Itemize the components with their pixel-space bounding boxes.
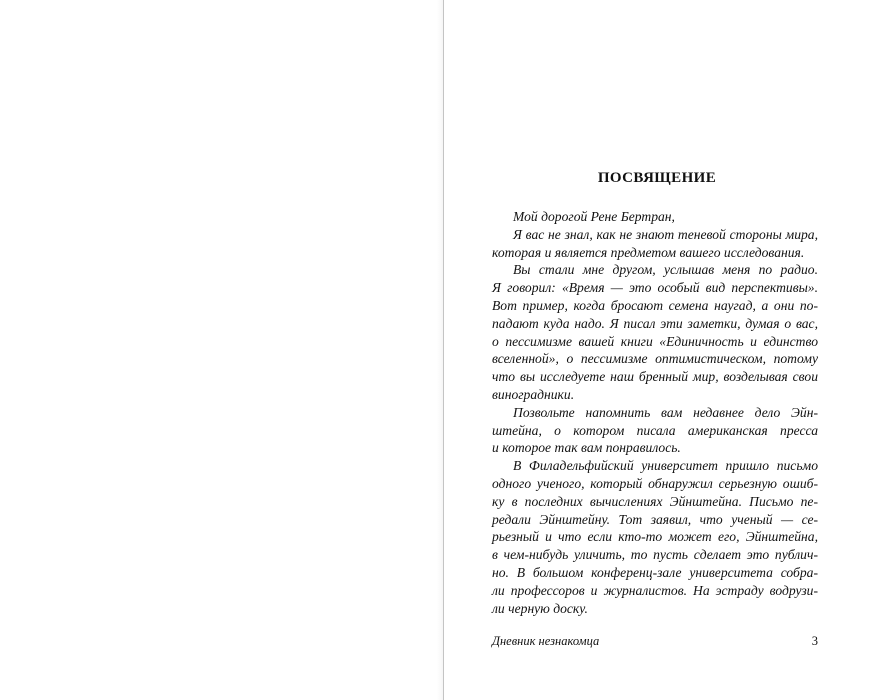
text-line: штейна, о котором писала американская пресса xyxy=(492,422,818,438)
right-page xyxy=(444,0,886,700)
text-line: и которое так вам понравилось. xyxy=(492,440,681,456)
text-line: виноградники. xyxy=(492,386,575,402)
text-line: редали Эйнштейну. Тот заявил, что ученый — се- xyxy=(492,511,818,527)
text-line: в чем-нибудь уличить, то пусть сделает это публич- xyxy=(492,547,818,563)
text-line: ли профессоров и журналистов. На эстраду водрузи- xyxy=(492,582,818,598)
text-line: о пессимизме вашей книги «Единичность и единство xyxy=(492,333,818,349)
text-line: ку в последних вычислениях Эйнштейна. Письмо пе- xyxy=(492,493,818,509)
text-line: рьезный и что если кто-то может его, Эйнштейна, xyxy=(492,529,818,545)
text-line: Я говорил: «Время — это особый вид перспективы». xyxy=(492,280,818,296)
text-line: вселенной», о пессимизме оптимистическом, потому xyxy=(492,351,818,367)
dedication-text xyxy=(492,208,818,617)
text-line: Мой дорогой Рене Бертран, xyxy=(513,209,675,224)
text-line: В Филадельфийский университет пришло письмо xyxy=(513,458,818,474)
text-line: которая и является предметом вашего исследования. xyxy=(492,244,805,260)
page-number: 3 xyxy=(811,634,818,648)
text-line: что вы исследуете наш бренный мир, возделывая свои xyxy=(492,369,818,385)
page-title: ПОСВЯЩЕНИЕ xyxy=(597,170,717,186)
text-line: одного ученого, который обнаружил серьезную ошиб- xyxy=(492,475,818,491)
text-line: Я вас не знал, как не знают теневой стороны мира, xyxy=(513,226,818,242)
text-line: падают куда надо. Я писал эти заметки, думая о вас, xyxy=(492,315,818,331)
text-line: Вы стали мне другом, услышав меня по радио. xyxy=(513,262,818,278)
text-line: ли черную доску. xyxy=(492,600,588,616)
text-line: Позвольте напомнить вам недавнее дело Эйн- xyxy=(513,404,818,420)
text-line: но. В большом конференц-зале университета собра- xyxy=(492,564,818,580)
running-footer: Дневник незнакомца xyxy=(492,634,600,648)
text-line: Вот пример, когда бросают семена наугад, а они по- xyxy=(492,297,818,313)
